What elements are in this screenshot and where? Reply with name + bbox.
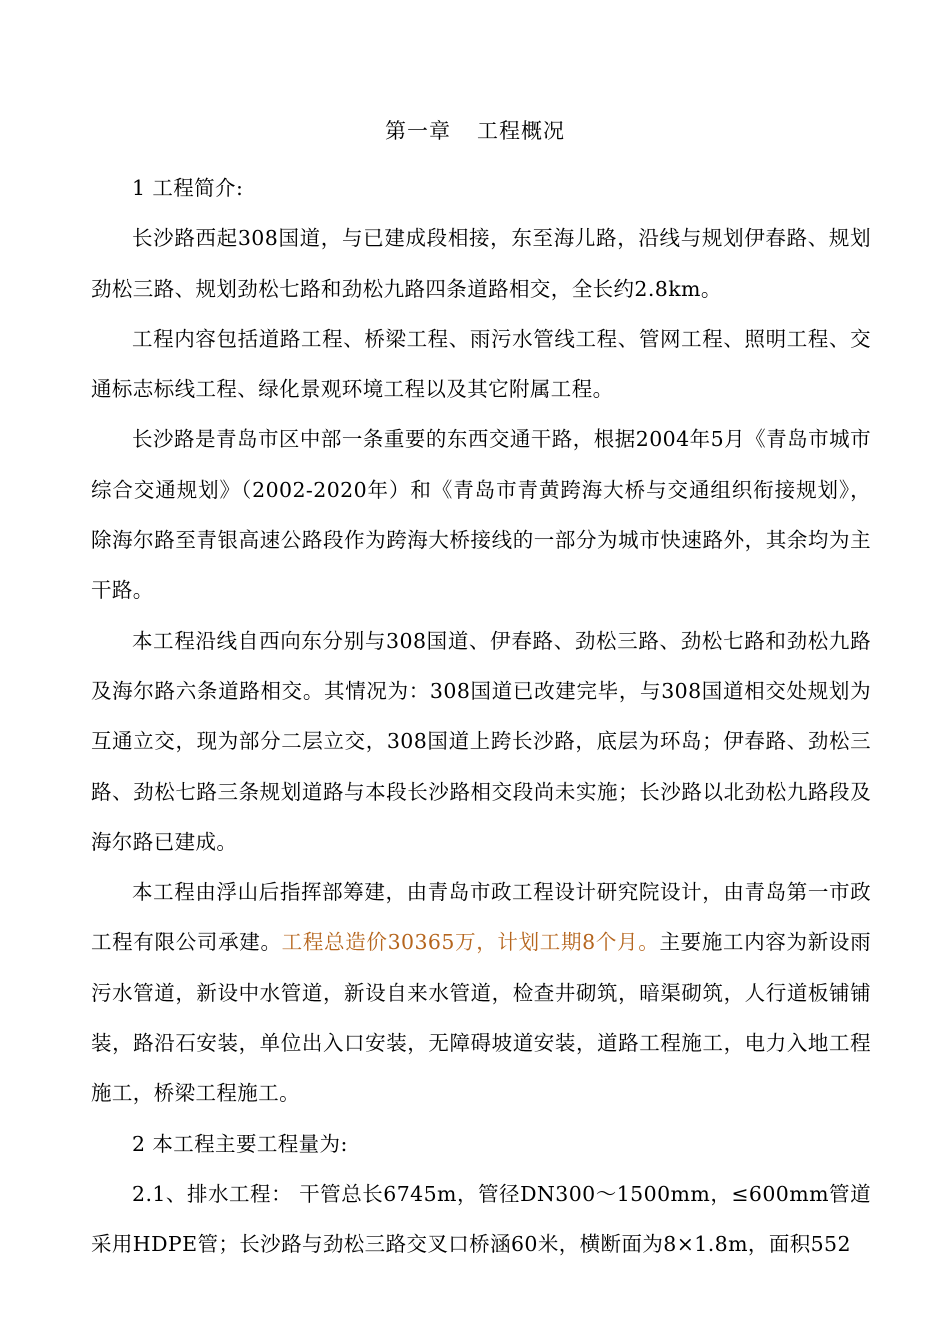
chapter-number: 第一章 (385, 119, 451, 143)
paragraph-builder (91, 867, 871, 1118)
paragraph-route: 长沙路西起308国道，与已建成段相接，东至海儿路，沿线与规划伊春路、规划劲松三路、规划劲松七路和劲松九路四条道路相交，全长约2.8km。 (91, 226, 871, 301)
section-heading-quantities: 2 本工程主要工程量为: (132, 1131, 348, 1156)
paragraph-intersections: 本工程沿线自西向东分别与308国道、伊春路、劲松三路、劲松七路和劲松九路及海尔路六条道路相交。其情况为：308国道已改建完毕，与308国道相交处规划为互通立交，现为部分二层立交，308国道上跨长沙路，底层为环岛；伊春路、劲松三路、劲松七路三条规划道路与本段长沙路相交段尚未实施；长沙路以北劲松九路段及海尔路已建成。 (91, 628, 871, 854)
chapter-title (0, 113, 950, 149)
cost-highlight: 工程总造价30365万，计划工期8个月。 (281, 930, 660, 955)
paragraph-scope: 工程内容包括道路工程、桥梁工程、雨污水管线工程、管网工程、照明工程、交通标志标线工程、绿化景观环境工程以及其它附属工程。 (91, 326, 871, 402)
paragraph-drainage: 2.1、排水工程： 干管总长6745m，管径DN300～1500mm，≤600mm管道采用HDPE管；长沙路与劲松三路交叉口桥涵60米，横断面为8×1.8m，面积552 (91, 1181, 871, 1257)
chapter-name: 工程概况 (477, 119, 565, 143)
document-body (91, 163, 871, 1270)
builder-text: 本工程由浮山后指挥部筹建，由青岛市政工程设计研究院设计，由青岛第一市政工程有限公司承建。 (91, 880, 871, 955)
construction-content: 主要施工内容为新设雨污水管道，新设中水管道，新设自来水管道，检查井砌筑，暗渠砌筑，人行道板铺铺装，路沿石安装，单位出入口安装，无障碍坡道安装，道路工程施工，电力入地工程施工，桥梁工程施工。 (91, 930, 872, 1106)
section-heading-intro: 1 工程简介: (132, 176, 244, 200)
paragraph-planning: 长沙路是青岛市区中部一条重要的东西交通干路，根据2004年5月《青岛市城市综合交通规划》（2002-2020年）和《青岛市青黄跨海大桥与交通组织衔接规划》，除海尔路至青银高速公路段作为跨海大桥接线的一部分为城市快速路外，其余均为主干路。 (91, 427, 871, 603)
